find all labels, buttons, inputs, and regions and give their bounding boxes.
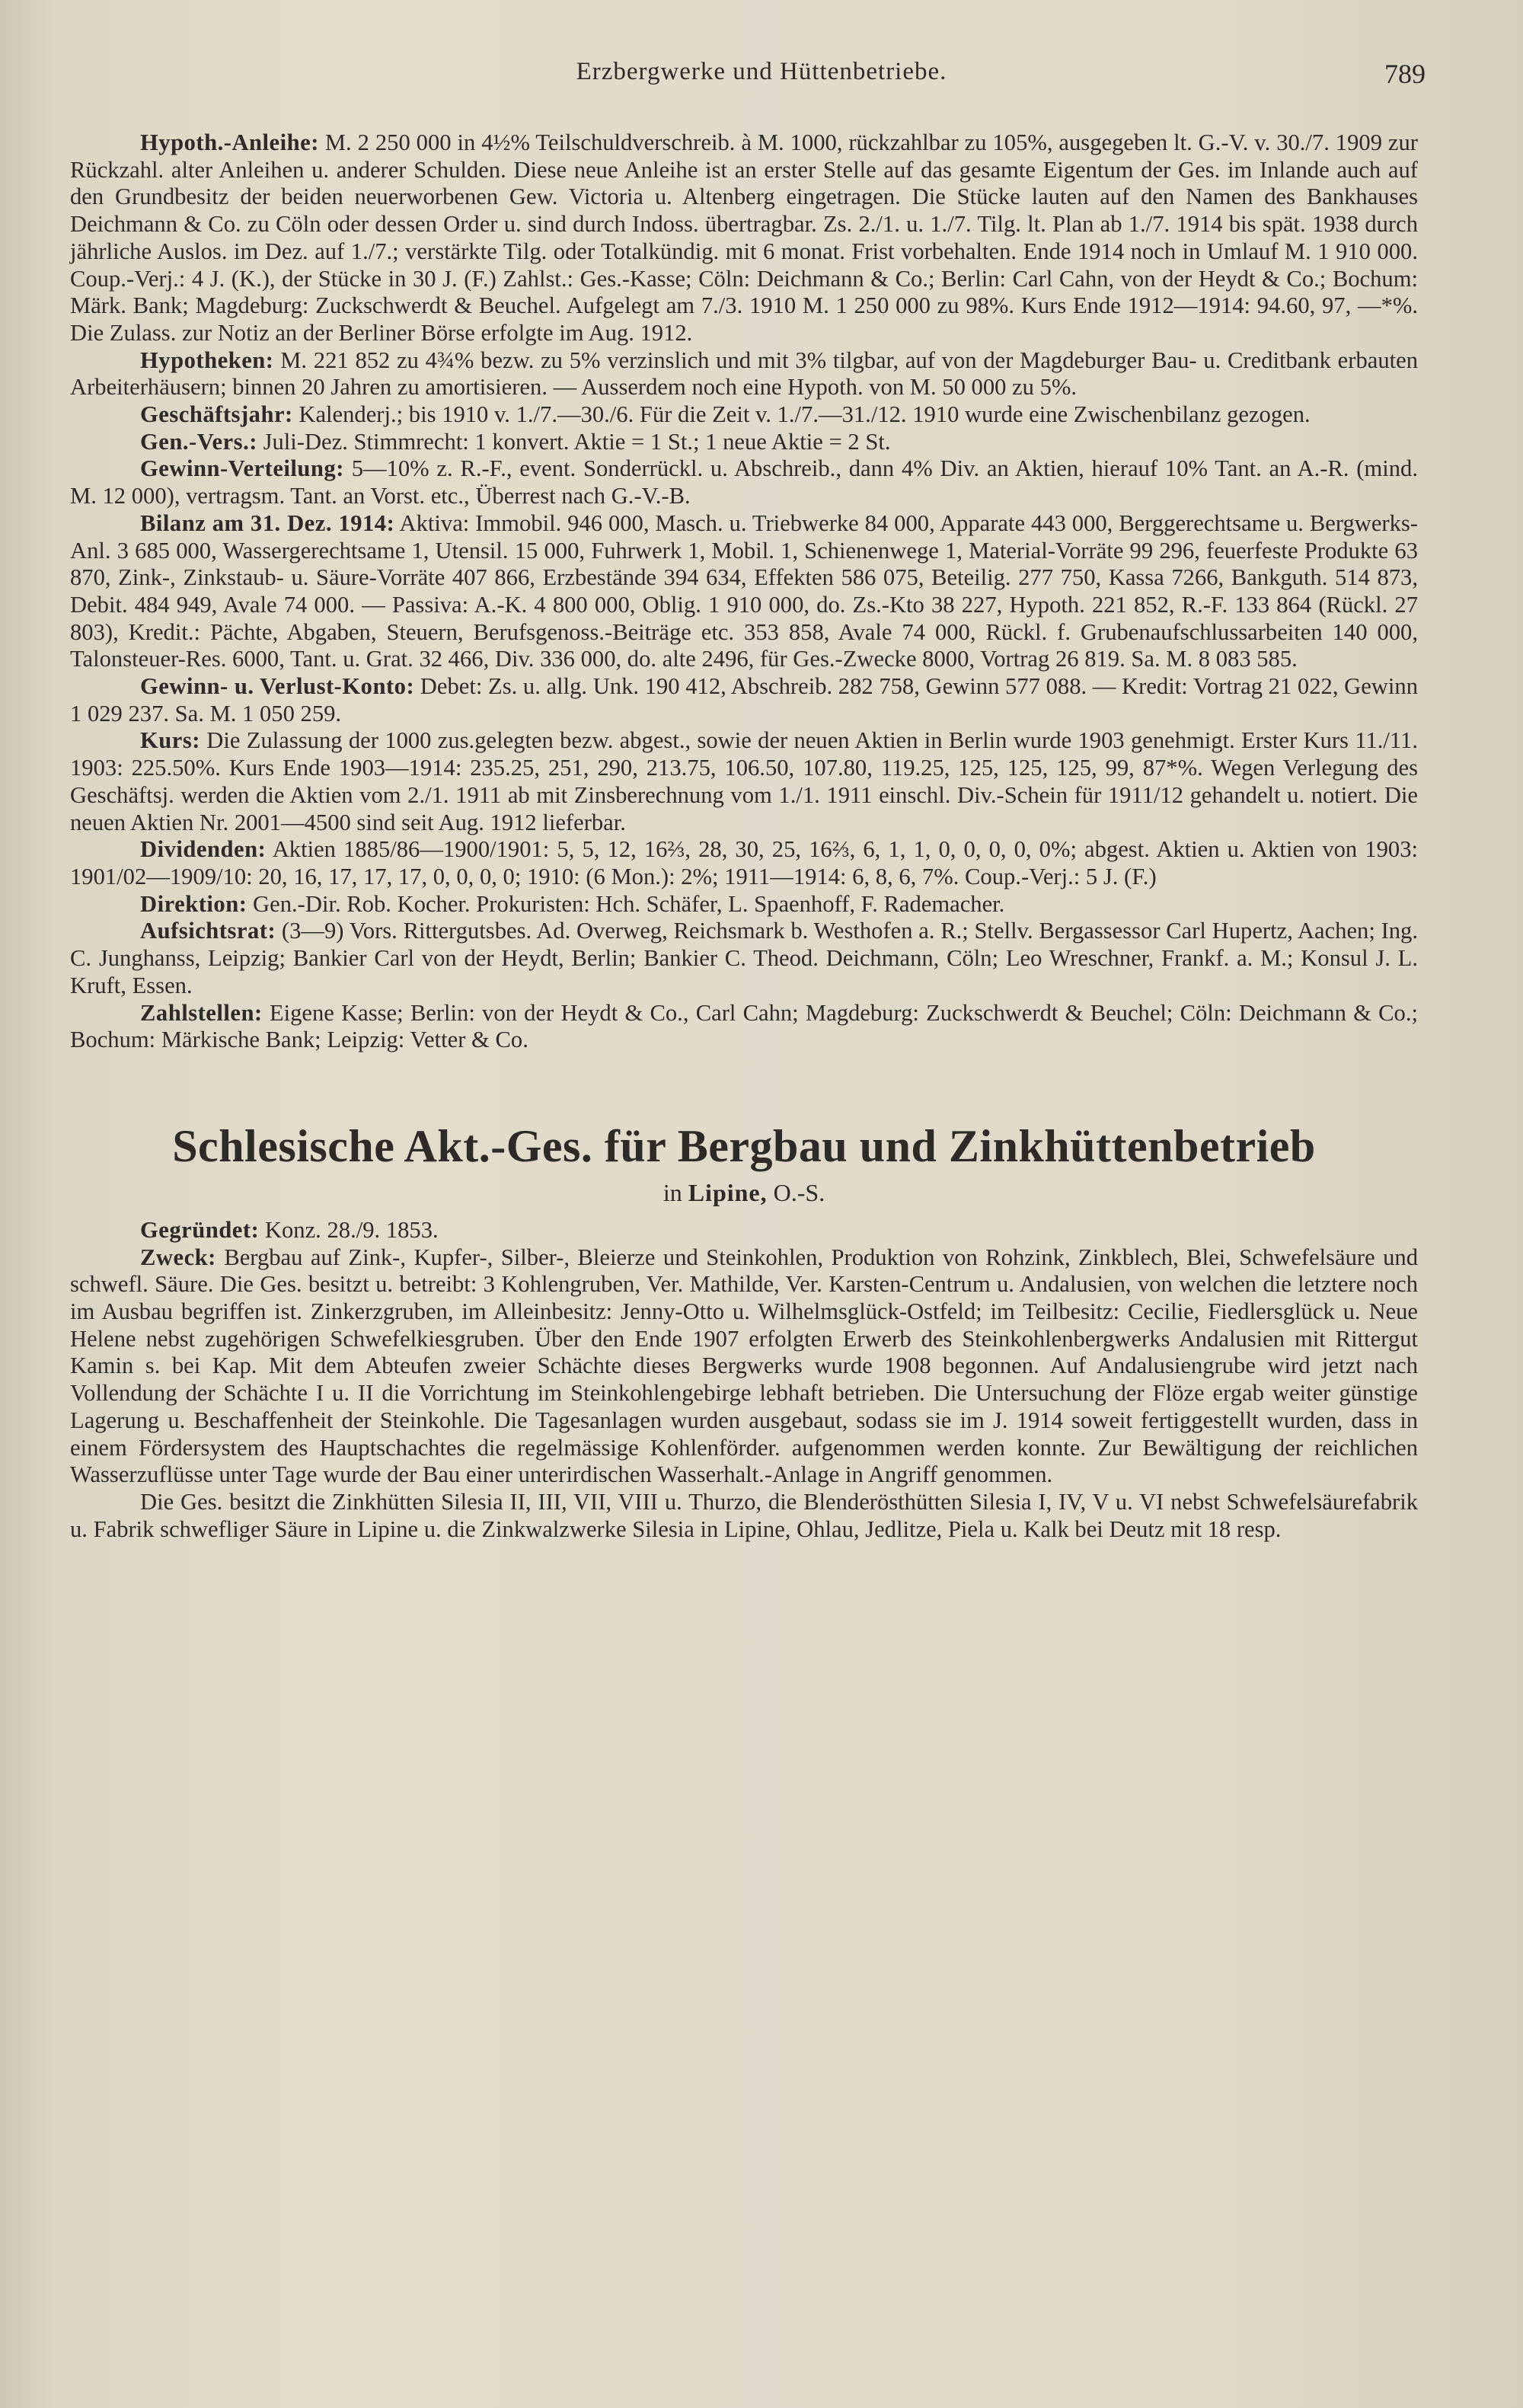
entry-text: (3—9) Vors. Rittergutsbes. Ad. Overweg, Reichsmark b. Westhofen a. R.; Stellv. Bergassessor Carl Hupertz, Aachen; Ing. C. Junghanss, Leipzig; Bankier Carl von der Heydt, Berlin; Bankier C. Theod. Deichmann, Cöln; Leo Wreschner, Frankf. a. M.; Konsul J. L. Kruft, Essen. <box>70 918 1418 998</box>
location-name: Lipine, <box>688 1178 768 1206</box>
company-location <box>70 1177 1418 1208</box>
entry-label: Kurs: <box>140 727 200 754</box>
entry-text: Kalenderj.; bis 1910 v. 1./7.—30./6. Für die Zeit v. 1./7.—31./12. 1910 wurde eine Zwischenbilanz gezogen. <box>292 401 1311 428</box>
entry-label: Gegründet: <box>140 1216 260 1243</box>
company-title: Schlesische Akt.-Ges. für Bergbau und Zinkhüttenbetrieb <box>172 1120 1316 1171</box>
entry-bilanz <box>70 510 1418 673</box>
entry-label: Zahlstellen: <box>140 999 263 1026</box>
entry-zinkhuetten <box>70 1489 1418 1543</box>
entry-text: Aktiva: Immobil. 946 000, Masch. u. Triebwerke 84 000, Apparate 443 000, Berggerechtsame u. Bergwerks-Anl. 3 685 000, Wassergerechtsame 1, Utensil. 15 000, Fuhrwerk 1, Mobil. 1, Schienenwege 1, Material-Vorräte 99 296, feuerfeste Produkte 63 870, Zink-, Zinkstaub- u. Säure-Vorräte 407 866, Erzbestände 394 634, Effekten 586 075, Beteilig. 277 750, Kassa 7266, Bankguth. 514 873, Debit. 484 949, Avale 74 000. — Passiva: A.-K. 4 800 000, Oblig. 1 910 000, do. Zs.-Kto 38 227, Hypoth. 221 852, R.-F. 133 864 (Rückl. 27 803), Kredit.: Pächte, Abgaben, Steuern, Berufsgenoss.-Beiträge etc. 353 858, Avale 74 000, Rückl. f. Grubenaufschlussarbeiten 140 000, Talonsteuer-Res. 6000, Tant. u. Grat. 32 466, Div. 336 000, do. alte 2496, für Ges.-Zwecke 8000, Vortrag 26 819. Sa. M. 8 083 585. <box>70 509 1418 672</box>
entry-text: Die Ges. besitzt die Zinkhütten Silesia II, III, VII, VIII u. Thurzo, die Blenderösthütten Silesia I, IV, V u. VI nebst Schwefelsäurefabrik u. Fabrik schwefliger Säure in Lipine u. die Zinkwalzwerke Silesia in Lipine, Ohlau, Jedlitze, Piela u. Kalk bei Deutz mit 18 resp. <box>70 1488 1418 1542</box>
entry-label: Hypotheken: <box>140 347 274 373</box>
entry-gegruendet <box>70 1217 1418 1244</box>
entry-label: Gewinn- u. Verlust-Konto: <box>140 673 415 700</box>
entry-text: Debet: Zs. u. allg. Unk. 190 412, Abschreib. 282 758, Gewinn 577 088. — Kredit: Vortrag 21 022, Gewinn 1 029 237. Sa. M. 1 050 259. <box>70 673 1418 727</box>
entry-text: Gen.-Dir. Rob. Kocher. Prokuristen: Hch. Schäfer, L. Spaenhoff, F. Rademacher. <box>247 890 1005 917</box>
entry-zahlstellen <box>70 1000 1418 1054</box>
entry-label: Zweck: <box>140 1244 216 1270</box>
entry-hypotheken <box>70 347 1418 401</box>
entry-gewinn-verlust-konto <box>70 673 1418 727</box>
page-content <box>70 129 1418 1543</box>
entry-text: M. 2 250 000 in 4½% Teilschuldverschreib. à M. 1000, rückzahlbar zu 105%, ausgegeben lt. G.-V. v. 30./7. 1909 zur Rückzahl. alter Anleihen u. anderer Schulden. Diese neue Anleihe ist an erster Stelle auf das gesamte Eigentum der Ges. im Inlande auch auf den Grundbesitz der beiden neuerworbenen Gew. Victoria u. Altenberg eingetragen. Die Stücke lauten auf den Namen des Bankhauses Deichmann & Co. zu Cöln oder dessen Order u. sind durch Indoss. übertragbar. Zs. 2./1. u. 1./7. Tilg. lt. Plan ab 1./7. 1914 bis spät. 1938 durch jährliche Auslos. im Dez. auf 1./7.; verstärkte Tilg. oder Totalkündig. mit 6 monat. Frist vorbehalten. Ende 1914 noch in Umlauf M. 1 910 000. Coup.-Verj.: 4 J. (K.), der Stücke in 30 J. (F.) Zahlst.: Ges.-Kasse; Cöln: Deichmann & Co.; Berlin: Carl Cahn, von der Heydt & Co.; Bochum: Märk. Bank; Magdeburg: Zuckschwerdt & Beuchel. Aufgelegt am 7./3. 1910 M. 1 250 000 zu 98%. Kurs Ende 1912—1914: 94.60, 97, —*%. Die Zulass. zur Notiz an der Berliner Börse erfolgte im Aug. 1912. <box>70 129 1418 346</box>
page-number: 789 <box>1384 59 1426 89</box>
entry-zweck <box>70 1244 1418 1489</box>
entry-text: Eigene Kasse; Berlin: von der Heydt & Co., Carl Cahn; Magdeburg: Zuckschwerdt & Beuchel; Cöln: Deichmann & Co.; Bochum: Märkische Bank; Leipzig: Vetter & Co. <box>70 999 1418 1053</box>
entry-label: Geschäftsjahr: <box>140 401 293 428</box>
entry-label: Gewinn-Verteilung: <box>140 455 344 482</box>
entry-label: Direktion: <box>140 890 247 917</box>
section-company-1 <box>70 129 1418 1054</box>
entry-label: Aufsichtsrat: <box>140 918 276 944</box>
location-prefix: in <box>663 1178 688 1206</box>
entry-text: Konz. 28./9. 1853. <box>259 1216 439 1243</box>
location-suffix: O.-S. <box>767 1178 825 1206</box>
entry-text: Juli-Dez. Stimmrecht: 1 konvert. Aktie = 1 St.; 1 neue Aktie = 2 St. <box>257 428 891 455</box>
entry-hypoth-anleihe <box>70 129 1418 347</box>
entry-text: 5—10% z. R.-F., event. Sonderrückl. u. Abschreib., dann 4% Div. an Aktien, hierauf 10% Tant. an A.-R. (mind. M. 12 000), vertragsm. Tant. an Vorst. etc., Überrest nach G.-V.-B. <box>70 455 1418 509</box>
entry-dividenden <box>70 836 1418 890</box>
entry-kurs <box>70 727 1418 836</box>
section-divider <box>70 1054 1418 1119</box>
entry-text: Die Zulassung der 1000 zus.gelegten bezw. abgest., sowie der neuen Aktien in Berlin wurde 1903 genehmigt. Erster Kurs 11./11. 1903: 225.50%. Kurs Ende 1903—1914: 235.25, 251, 290, 213.75, 106.50, 107.80, 119.25, 125, 125, 125, 99, 87*%. Wegen Verlegung des Geschäftsj. werden die Aktien vom 2./1. 1911 ab mit Zinsberechnung vom 1./1. 1911 einschl. Div.-Schein für 1911/12 gehandelt u. notiert. Die neuen Aktien Nr. 2001—4500 sind seit Aug. 1912 lieferbar. <box>70 727 1418 835</box>
entry-gewinn-verteilung <box>70 455 1418 509</box>
entry-label: Hypoth.-Anleihe: <box>140 129 319 155</box>
entry-text: Bergbau auf Zink-, Kupfer-, Silber-, Bleierze und Steinkohlen, Produktion von Rohzink, Zinkblech, Blei, Schwefelsäure und schwefl. Säure. Die Ges. besitzt u. betreibt: 3 Kohlengruben, Ver. Mathilde, Ver. Karsten-Centrum u. Andalusien, von welchen die letztere noch im Ausbau begriffen ist. Zinkerzgruben, im Alleinbesitz: Jenny-Otto u. Wilhelmsglück-Ostfeld; im Teilbesitz: Cecilie, Fiedlersglück u. Neue Helene nebst zugehörigen Schwefelkiesgruben. Über den Ende 1907 erfolgten Erwerb des Steinkohlenbergwerks Andalusien mit Rittergut Kamin s. bei Kap. Mit dem Abteufen zweier Schächte dieses Bergwerks wurde 1908 begonnen. Auf Andalusiengrube wird jetzt nach Vollendung der Schächte I u. II die Vorrichtung im Steinkohlengebirge lebhaft betrieben. Die Untersuchung der Flöze ergab weiter günstige Lagerung u. Beschaffenheit der Steinkohle. Die Tagesanlagen wurden ausgebaut, sodass sie im J. 1914 soweit fertiggestellt wurden, dass in einem Fördersystem des Hauptschachtes die regelmässige Kohlenförder. aufgenommen werden konnte. Zur Bewältigung der reichlichen Wasserzuflüsse unter Tage wurde der Bau einer unterirdischen Wasserhalt.-Anlage in Angriff genommen. <box>70 1244 1418 1488</box>
page-header <box>0 58 1523 104</box>
entry-geschaeftsjahr <box>70 401 1418 429</box>
entry-text: M. 221 852 zu 4¾% bezw. zu 5% verzinslich und mit 3% tilgbar, auf von der Magdeburger Bau- u. Creditbank erbauten Arbeiterhäusern; binnen 20 Jahren zu amortisieren. — Ausserdem noch eine Hypoth. von M. 50 000 zu 5%. <box>70 347 1418 401</box>
entry-gen-vers <box>70 429 1418 456</box>
entry-text: Aktien 1885/86—1900/1901: 5, 5, 12, 16⅔, 28, 30, 25, 16⅔, 6, 1, 1, 0, 0, 0, 0, 0%; abgest. Aktien u. Aktien von 1903: 1901/02—1909/10: 20, 16, 17, 17, 17, 0, 0, 0, 0; 1910: (6 Mon.): 2%; 1911—1914: 6, 8, 6, 7%. Coup.-Verj.: 5 J. (F.) <box>70 836 1418 889</box>
entry-label: Dividenden: <box>140 836 267 863</box>
entry-label: Gen.-Vers.: <box>140 428 257 455</box>
entry-label: Bilanz am 31. Dez. 1914: <box>140 509 395 536</box>
entry-aufsichtsrat <box>70 918 1418 999</box>
running-title: Erzbergwerke und Hüttenbetriebe. <box>576 58 947 85</box>
entry-direktion <box>70 891 1418 918</box>
section-company-2 <box>70 1119 1418 1543</box>
